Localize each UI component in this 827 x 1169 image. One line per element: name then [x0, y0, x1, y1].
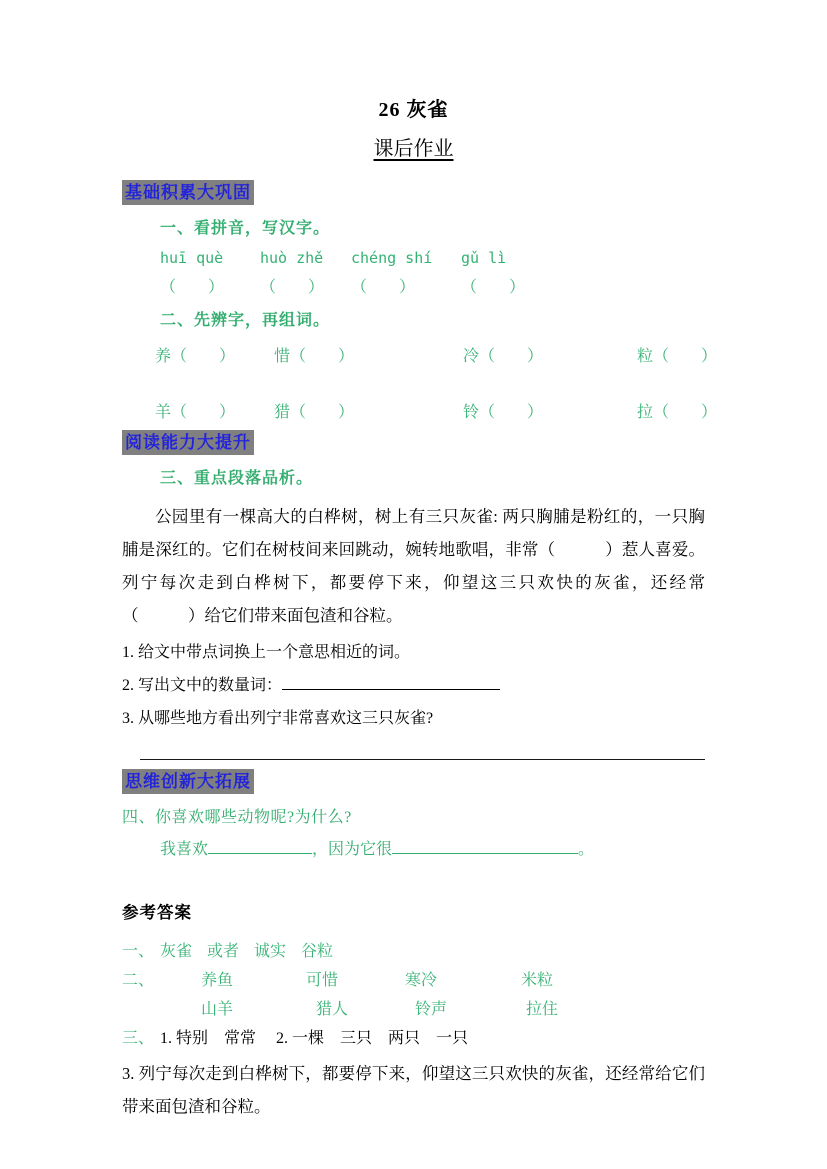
answer-row-2-label: 二、	[122, 972, 155, 989]
banner-reading-ability: 阅读能力大提升	[122, 430, 254, 455]
pinyin-item: chéng shí	[351, 249, 433, 267]
answer-item: 养鱼	[201, 972, 234, 989]
answer-row-4-label: 三、	[122, 1030, 155, 1047]
question-1: 1. 给文中带点词换上一个意思相近的词。	[122, 644, 411, 661]
fill-prefix: 我喜欢	[160, 841, 209, 858]
answer-paragraph-line: 3. 列宁每次走到白桦树下，都要停下来，仰望这三只欢快的灰雀，还经常给它们	[122, 1064, 705, 1083]
pinyin-row	[160, 249, 705, 267]
answer-bracket[interactable]: （ ）	[160, 279, 225, 296]
pinyin-item: gǔ lì	[461, 249, 507, 267]
char-blank[interactable]: 铃（ ）	[463, 404, 544, 421]
section2-heading: 二、先辨字，再组词。	[160, 312, 331, 329]
answer-item: 铃声	[415, 1001, 448, 1018]
question-3-answer-line[interactable]	[140, 759, 705, 760]
answer-row-4	[122, 1029, 705, 1049]
char-blank[interactable]: 养（ ）	[155, 348, 236, 365]
answer-item: 米粒	[521, 972, 554, 989]
page-title: 26 灰雀	[378, 99, 449, 121]
pinyin-item: huò zhě	[260, 249, 324, 267]
answer-bracket[interactable]: （ ）	[260, 279, 325, 296]
fill-middle: ，因为它很	[312, 841, 393, 858]
passage-line: 列宁每次走到白桦树下，都要停下来，仰望这三只欢快的灰雀，还经常	[122, 573, 705, 592]
bracket-row	[160, 274, 705, 297]
section4-fill-line	[160, 839, 705, 861]
char-blank[interactable]: 粒（ ）	[637, 348, 718, 365]
reference-answers-title: 参考答案	[122, 903, 192, 922]
answer-item: 山羊	[201, 1001, 234, 1018]
answer-paragraph-line: 带来面包渣和谷粒。	[122, 1097, 271, 1116]
char-blank[interactable]: 猎（ ）	[274, 404, 355, 421]
answer-row-1-label: 一、	[122, 943, 155, 960]
answer-row-3	[122, 1000, 705, 1020]
answer-bracket[interactable]: （ ）	[351, 279, 416, 296]
answer-row-2	[122, 971, 705, 991]
answer-paragraph	[122, 1057, 705, 1123]
answer-item: 可惜	[306, 972, 339, 989]
section1-heading: 一、看拼音，写汉字。	[160, 220, 331, 237]
char-blank[interactable]: 拉（ ）	[637, 404, 718, 421]
answer-bracket[interactable]: （ ）	[461, 279, 526, 296]
fill-blank-reason[interactable]	[392, 839, 578, 854]
answer-item: 诚实	[254, 943, 287, 960]
answer-item: 寒冷	[405, 972, 438, 989]
pinyin-item: huī què	[160, 249, 224, 267]
section3-heading: 三、重点段落品析。	[160, 470, 314, 487]
answer-item: 拉住	[526, 1001, 559, 1018]
section4-heading: 四、你喜欢哪些动物呢?为什么?	[122, 809, 352, 826]
char-blank[interactable]: 惜（ ）	[274, 348, 355, 365]
question-2-answer-blank[interactable]	[282, 674, 500, 690]
compare-chars-row-1	[155, 343, 718, 366]
answer-item: 灰雀	[160, 943, 193, 960]
answer-row-1	[122, 942, 705, 962]
char-blank[interactable]: 羊（ ）	[155, 404, 236, 421]
question-2-label: 2. 写出文中的数量词：	[122, 677, 283, 694]
compare-chars-row-2	[155, 399, 718, 422]
char-blank[interactable]: 冷（ ）	[463, 348, 544, 365]
fill-suffix: 。	[578, 841, 595, 858]
answer-item: 猎人	[316, 1001, 349, 1018]
question-3: 3. 从哪些地方看出列宁非常喜欢这三只灰雀?	[122, 710, 434, 727]
question-2	[122, 669, 705, 702]
answer-row-4-text: 1. 特别 常常 2. 一棵 三只 两只 一只	[160, 1030, 469, 1047]
passage-line: 脯是深红的。它们在树枝间来回跳动，婉转地歌唱，非常（ ）惹人喜爱。	[122, 540, 705, 559]
banner-basic-accumulation: 基础积累大巩固	[122, 180, 254, 205]
passage-line: （ ）给它们带来面包渣和谷粒。	[122, 606, 403, 625]
page-subtitle: 课后作业	[373, 138, 454, 160]
banner-creative-thinking: 思维创新大拓展	[122, 769, 254, 794]
answer-item: 谷粒	[301, 943, 334, 960]
answer-item: 或者	[207, 943, 240, 960]
fill-blank-animal[interactable]	[208, 839, 312, 854]
passage-line: 公园里有一棵高大的白桦树，树上有三只灰雀: 两只胸脯是粉红的，一只胸	[155, 507, 705, 526]
reading-passage	[122, 500, 705, 632]
